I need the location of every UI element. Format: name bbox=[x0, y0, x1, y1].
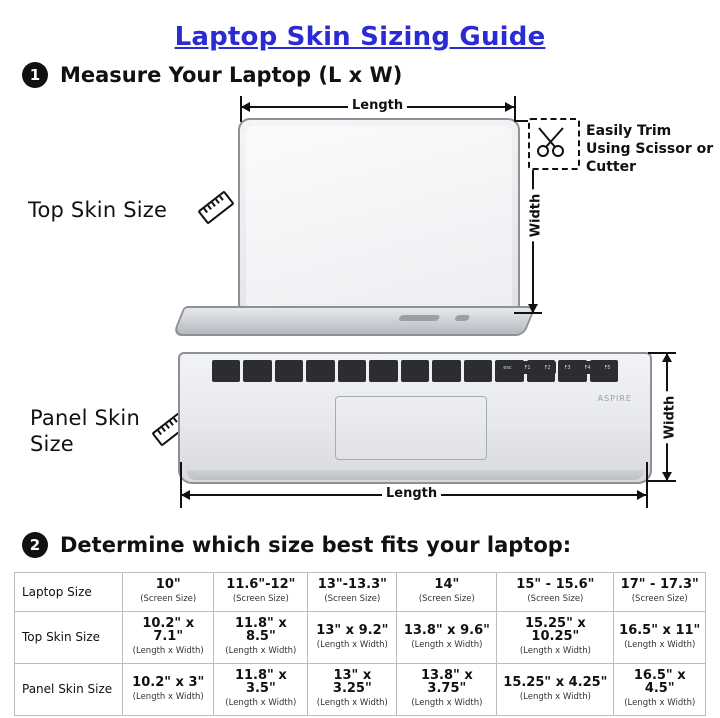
row-header: Laptop Size bbox=[15, 573, 123, 612]
cell-main: 13" x 9.2" bbox=[316, 622, 389, 638]
cell-main: 15.25" x 10.25" bbox=[524, 616, 586, 644]
key bbox=[369, 360, 397, 382]
key bbox=[338, 360, 366, 382]
cell-main: 15" - 15.6" bbox=[516, 577, 595, 592]
cell-sub: (Length x Width) bbox=[132, 646, 204, 656]
table-cell bbox=[497, 664, 614, 716]
panel-length-arrow-left bbox=[181, 490, 190, 500]
fn-key: F5 bbox=[599, 361, 616, 374]
cell-sub: (Length x Width) bbox=[519, 646, 591, 656]
fn-key: esc bbox=[499, 361, 516, 374]
fn-key: F2 bbox=[539, 361, 556, 374]
step-1-badge: 1 bbox=[22, 62, 48, 88]
width-label-top: Width bbox=[528, 190, 543, 242]
cell-main: 14" bbox=[434, 577, 460, 592]
table-row bbox=[15, 612, 706, 664]
cell-sub: (Length x Width) bbox=[624, 698, 696, 708]
cell-sub: (Screen Size) bbox=[324, 594, 381, 604]
panel-width-arrow-down bbox=[662, 472, 672, 481]
length-arrow-right bbox=[505, 102, 514, 112]
cell-sub: (Screen Size) bbox=[140, 594, 197, 604]
table-cell bbox=[214, 612, 308, 664]
table-cell bbox=[497, 612, 614, 664]
cell-main: 13"-13.3" bbox=[317, 577, 387, 592]
cell-main: 10.2" x 3" bbox=[132, 674, 205, 690]
cell-main: 16.5" x 4.5" bbox=[633, 668, 686, 696]
cell-sub: (Length x Width) bbox=[316, 639, 388, 650]
key bbox=[306, 360, 334, 382]
table-cell bbox=[614, 664, 706, 716]
function-key-row bbox=[499, 361, 616, 374]
key bbox=[464, 360, 492, 382]
trim-note-text: Easily Trim Using Scissor or Cutter bbox=[586, 123, 714, 175]
panel-length-label: Length bbox=[382, 486, 441, 501]
port-notch-small bbox=[454, 315, 470, 321]
cell-sub: (Length x Width) bbox=[411, 639, 483, 650]
step-1-text: Measure Your Laptop (L x W) bbox=[60, 63, 403, 87]
fn-key: F3 bbox=[559, 361, 576, 374]
step-2-text: Determine which size best fits your laptop: bbox=[60, 533, 572, 557]
cell-main: 11.8" x 3.5" bbox=[234, 668, 287, 696]
table-cell bbox=[123, 612, 214, 664]
cell-main: 15.25" x 4.25" bbox=[503, 674, 608, 690]
cell-sub: (Length x Width) bbox=[132, 691, 204, 702]
panel-length-arrow-right bbox=[637, 490, 646, 500]
laptop-base-edge-graphic bbox=[172, 306, 536, 336]
table-cell bbox=[397, 573, 497, 612]
key bbox=[212, 360, 240, 382]
cell-sub: (Screen Size) bbox=[527, 594, 584, 604]
table-cell bbox=[397, 612, 497, 664]
cell-sub: (Screen Size) bbox=[418, 594, 475, 604]
cell-sub: (Length x Width) bbox=[411, 698, 483, 708]
cell-main: 13.8" x 9.6" bbox=[403, 622, 490, 638]
panel-width-arrow-up bbox=[662, 353, 672, 362]
row-header: Panel Skin Size bbox=[15, 664, 123, 716]
table-cell bbox=[123, 573, 214, 612]
laptop-panel-graphic bbox=[178, 352, 652, 484]
cell-sub: (Screen Size) bbox=[631, 594, 688, 604]
length-arrow-left bbox=[241, 102, 250, 112]
cell-sub: (Length x Width) bbox=[519, 691, 591, 702]
row-header: Top Skin Size bbox=[15, 612, 123, 664]
panel-length-tick-right bbox=[646, 462, 648, 508]
table-cell bbox=[614, 573, 706, 612]
panel-skin-size-label: Panel Skin Size bbox=[30, 406, 140, 456]
length-label-top: Length bbox=[348, 98, 407, 113]
table-cell bbox=[614, 612, 706, 664]
laptop-lid-surface bbox=[246, 126, 512, 310]
cell-sub: (Length x Width) bbox=[316, 698, 388, 708]
panel-width-label: Width bbox=[662, 392, 677, 444]
table-cell bbox=[497, 573, 614, 612]
table-row bbox=[15, 573, 706, 612]
trackpad bbox=[335, 396, 487, 460]
cell-sub: (Length x Width) bbox=[225, 698, 297, 708]
cell-main: 16.5" x 11" bbox=[619, 622, 701, 638]
length-tick-right bbox=[514, 96, 516, 122]
table-cell bbox=[308, 612, 397, 664]
step-2-badge: 2 bbox=[22, 532, 48, 558]
cell-sub: (Length x Width) bbox=[225, 646, 297, 656]
ruler-icon bbox=[196, 190, 230, 224]
cell-main: 10" bbox=[155, 577, 181, 592]
cell-main: 13" x 3.25" bbox=[332, 668, 372, 696]
port-notch bbox=[398, 315, 440, 321]
panel-length-tick-left bbox=[180, 462, 182, 508]
table-cell bbox=[397, 664, 497, 716]
scissor-icon bbox=[528, 118, 580, 170]
key bbox=[275, 360, 303, 382]
cell-sub: (Screen Size) bbox=[232, 594, 289, 604]
brand-text: ASPIRE bbox=[597, 394, 632, 403]
cell-main: 17" - 17.3" bbox=[620, 577, 699, 592]
key bbox=[401, 360, 429, 382]
table-cell bbox=[214, 573, 308, 612]
key bbox=[243, 360, 271, 382]
table-cell bbox=[214, 664, 308, 716]
step-2-row bbox=[22, 532, 571, 558]
cell-main: 11.6"-12" bbox=[226, 577, 296, 592]
fn-key: F1 bbox=[519, 361, 536, 374]
cell-main: 10.2" x 7.1" bbox=[142, 616, 195, 644]
table-row bbox=[15, 664, 706, 716]
table-cell bbox=[308, 573, 397, 612]
cell-sub: (Length x Width) bbox=[624, 639, 696, 650]
cell-main: 13.8" x 3.75" bbox=[420, 668, 473, 696]
laptop-lid-graphic bbox=[238, 118, 520, 318]
fn-key: F4 bbox=[579, 361, 596, 374]
step-1-row bbox=[22, 62, 402, 88]
top-skin-size-label: Top Skin Size bbox=[28, 198, 168, 222]
cell-main: 11.8" x 8.5" bbox=[234, 616, 287, 644]
page-title: Laptop Skin Sizing Guide bbox=[174, 22, 546, 52]
table-cell bbox=[123, 664, 214, 716]
panel-front-lip bbox=[186, 470, 644, 480]
key bbox=[432, 360, 460, 382]
table-cell bbox=[308, 664, 397, 716]
sizing-table bbox=[14, 572, 706, 716]
width-arrow-down bbox=[528, 304, 538, 313]
